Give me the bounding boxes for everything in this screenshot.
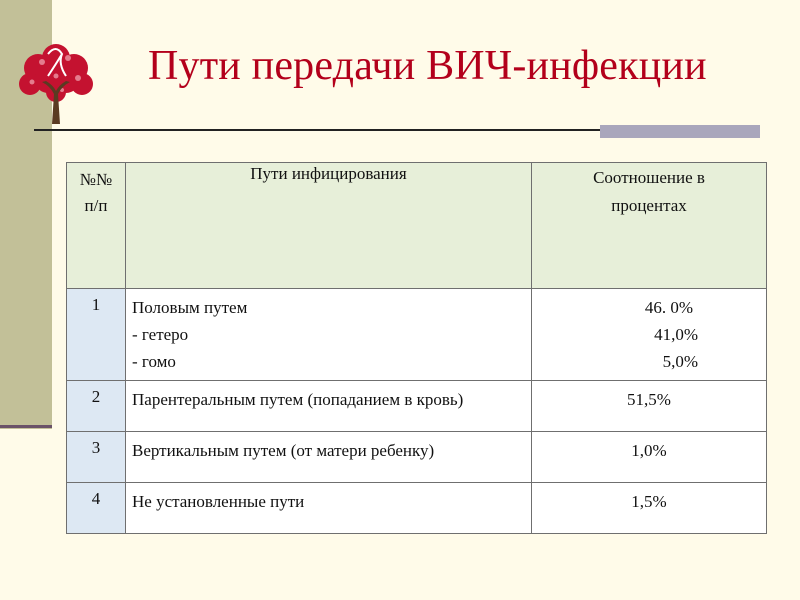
header-number-line1: №№ (79, 170, 113, 189)
row-number: 3 (67, 432, 126, 483)
row-number: 2 (67, 381, 126, 432)
header-percent-line2: процентах (611, 196, 687, 215)
route-label: Половым путем (132, 298, 248, 317)
row-number: 4 (67, 483, 126, 534)
percent-value: 1,0% (532, 432, 767, 483)
percent-cell (532, 289, 767, 381)
route-label: Не установленные пути (126, 483, 532, 534)
route-label: Парентеральным путем (попаданием в кровь) (126, 381, 532, 432)
header-number (67, 163, 126, 289)
title-underline-accent (600, 125, 760, 138)
page-title: Пути передачи ВИЧ-инфекции (148, 43, 707, 89)
header-number-line2: п/п (84, 196, 108, 215)
transmission-routes-table (66, 162, 767, 534)
route-sublabel: - гомо (132, 352, 176, 371)
route-label: Вертикальным путем (от матери ребенку) (126, 432, 532, 483)
header-percent-line1: Соотношение в (593, 168, 705, 187)
percent-value: 46. 0% (644, 298, 694, 317)
percent-value: 51,5% (532, 381, 767, 432)
red-ribbon-tree-icon (12, 36, 100, 126)
percent-subvalue: 5,0% (662, 352, 698, 371)
header-route: Пути инфицирования (126, 163, 532, 289)
table-row (67, 432, 767, 483)
header-percent (532, 163, 767, 289)
percent-value: 1,5% (532, 483, 767, 534)
route-sublabel: - гетеро (132, 325, 189, 344)
route-cell (126, 289, 532, 381)
table-row (67, 289, 767, 381)
table-header-row (67, 163, 767, 289)
row-number: 1 (67, 289, 126, 381)
title-underline (34, 129, 600, 131)
table-row (67, 381, 767, 432)
table-row (67, 483, 767, 534)
left-band-divider (0, 425, 52, 428)
percent-subvalue: 41,0% (654, 325, 698, 344)
